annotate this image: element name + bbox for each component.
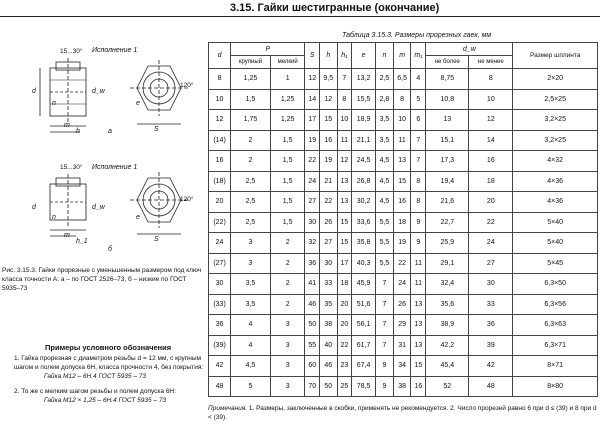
col-header-dw: d_w <box>426 43 513 56</box>
table-cell: 15 <box>393 171 411 192</box>
table-cell: 8 <box>411 192 426 213</box>
figure-a-dim-m: m <box>64 122 70 129</box>
table-cell: 24,5 <box>352 151 376 172</box>
table-cell: 9 <box>411 233 426 254</box>
table-cell: (39) <box>209 335 231 356</box>
table-cell: 7 <box>376 315 394 336</box>
table-cell: 22,7 <box>426 212 469 233</box>
table-cell: 1,25 <box>270 89 305 110</box>
table-cell: 6 <box>411 110 426 131</box>
table-cell: 2 <box>270 253 305 274</box>
table-cell: 24 <box>469 233 513 254</box>
table-cell: 2×20 <box>513 69 598 90</box>
table-cell: 4×36 <box>513 192 598 213</box>
figure-b-dim-m: m <box>64 232 70 239</box>
table-cell: 4×36 <box>513 171 598 192</box>
table-cell: 15 <box>337 233 351 254</box>
table-cell: 17,3 <box>426 151 469 172</box>
table-cell: 3,5 <box>231 294 271 315</box>
table-cell: 29 <box>393 315 411 336</box>
figure-a-execution: Исполнение 1 <box>92 47 138 54</box>
table-cell: 8 <box>393 89 411 110</box>
figure-a-dim-d: d <box>32 88 36 95</box>
table-cell: 40,3 <box>352 253 376 274</box>
table-row <box>209 274 598 295</box>
table-cell: 13 <box>337 171 351 192</box>
table-cell: 56,1 <box>352 315 376 336</box>
col-header-s: S <box>305 43 319 69</box>
table-cell: 70 <box>305 376 319 397</box>
table-cell: 12 <box>319 89 337 110</box>
table-cell: 2,5 <box>231 212 271 233</box>
table-cell: 18,9 <box>352 110 376 131</box>
table-cell: 3 <box>270 376 305 397</box>
table-cell: 26 <box>319 212 337 233</box>
table-cell: 21,1 <box>352 130 376 151</box>
table-cell: 9 <box>411 212 426 233</box>
table-cell: 3 <box>231 233 271 254</box>
table-cell: 78,5 <box>352 376 376 397</box>
table-cell: 22 <box>469 212 513 233</box>
table-cell: 11 <box>411 253 426 274</box>
figure-a-dim-s: S <box>154 126 159 133</box>
table-cell: 1,5 <box>270 171 305 192</box>
table-cell: 6,3×56 <box>513 294 598 315</box>
table-cell: 13 <box>411 294 426 315</box>
figure-a-dim-n: n <box>52 100 56 107</box>
table-cell: 7 <box>411 130 426 151</box>
table-cell: 4,5 <box>376 192 394 213</box>
table-cell: 15,5 <box>352 89 376 110</box>
table-cell: 23 <box>337 356 351 377</box>
col-header-m: m <box>393 43 411 69</box>
table-cell: 5,5 <box>376 233 394 254</box>
example-1-text: 1. Гайка прорезная с диаметром резьбы d = 12 мм, с крупным шагом и полем допуска 6Н, класса прочности 4, без покрытия: <box>14 355 204 371</box>
table-cell: 24 <box>393 274 411 295</box>
table-cell: 2,5 <box>376 69 394 90</box>
table-cell: 12 <box>469 110 513 131</box>
table-cell: 2,5 <box>231 192 271 213</box>
table-cell: (33) <box>209 294 231 315</box>
figure-a-drawing <box>20 40 210 140</box>
table-cell: 41 <box>305 274 319 295</box>
table-cell: (14) <box>209 130 231 151</box>
table-cell: 39 <box>469 335 513 356</box>
table-cell: 8 <box>411 171 426 192</box>
table-cell: 13 <box>411 335 426 356</box>
table-cell: 5,5 <box>376 212 394 233</box>
table-cell: 7 <box>376 274 394 295</box>
table-cell: 40 <box>319 335 337 356</box>
table-cell: 30,2 <box>352 192 376 213</box>
figure-a-label: а <box>108 128 112 135</box>
table-cell: 12 <box>305 69 319 90</box>
table-row <box>209 376 598 397</box>
table-cell: 9,5 <box>319 69 337 90</box>
table-cell: 42 <box>209 356 231 377</box>
example-2-code: Гайка М12 × 1,25 – 6Н.4 ГОСТ 5935 – 73 <box>44 397 167 404</box>
table-cell: 3 <box>270 315 305 336</box>
table-cell: 8×80 <box>513 376 598 397</box>
table-cell: 6,3×50 <box>513 274 598 295</box>
table-cell: 33 <box>469 294 513 315</box>
table-row <box>209 356 598 377</box>
table-cell: 24 <box>305 171 319 192</box>
table-cell: 4 <box>411 69 426 90</box>
table-cell: 20 <box>209 192 231 213</box>
table-cell: 6,3×71 <box>513 335 598 356</box>
figure-a-angle2: 120° <box>180 82 194 89</box>
table-cell: 32,4 <box>426 274 469 295</box>
table-cell: 36 <box>209 315 231 336</box>
table-cell: 22 <box>319 192 337 213</box>
table-cell: 1,5 <box>270 212 305 233</box>
table-cell: 14 <box>469 130 513 151</box>
table-cell: 19 <box>393 233 411 254</box>
table-cell: 11 <box>411 274 426 295</box>
table-cell: 20 <box>337 294 351 315</box>
table-cell: (22) <box>209 212 231 233</box>
table-cell: 13 <box>411 315 426 336</box>
table-cell: 15 <box>337 212 351 233</box>
table-row <box>209 151 598 172</box>
col-header-p: P <box>231 43 305 56</box>
table-cell: 18 <box>337 274 351 295</box>
table-cell: 38 <box>393 376 411 397</box>
table-cell: 33 <box>319 274 337 295</box>
table-cell: 4×32 <box>513 151 598 172</box>
table-cell: 3,2×25 <box>513 110 598 131</box>
figure-caption: Рис. 3.15.3. Гайки прорезные с уменьшенным размером под ключ класса точности А: а – по ГОСТ 2526–73, б – низкие по ГОСТ 5935–73 <box>2 267 202 292</box>
table-cell: 13 <box>426 110 469 131</box>
table-cell: 8,75 <box>426 69 469 90</box>
table-cell: 36 <box>305 253 319 274</box>
table-cell: 25,9 <box>426 233 469 254</box>
table-cell: 19 <box>319 151 337 172</box>
table-cell: 60 <box>305 356 319 377</box>
table-cell: 46 <box>319 356 337 377</box>
table-row <box>209 315 598 336</box>
table-cell: 5×40 <box>513 233 598 254</box>
table-cell: 2 <box>231 130 271 151</box>
figure-b-drawing <box>20 158 210 248</box>
table-body <box>209 69 598 397</box>
table-cell: 2 <box>231 151 271 172</box>
figure-b-dim-s: S <box>154 236 159 243</box>
col-header-p-coarse: крупный <box>231 56 271 69</box>
table-row <box>209 130 598 151</box>
table-cell: 27 <box>469 253 513 274</box>
table-cell: 10 <box>393 110 411 131</box>
col-header-p-fine: мелкий <box>270 56 305 69</box>
figure-b-execution: Исполнение 1 <box>92 164 138 171</box>
figure-b-dim-dw: d_w <box>92 204 105 211</box>
table-row <box>209 69 598 90</box>
table-cell: 3 <box>270 356 305 377</box>
table-cell: 38 <box>319 315 337 336</box>
table-cell: 27 <box>319 233 337 254</box>
col-header-dw-max: не более <box>426 56 469 69</box>
table-cell: 26 <box>393 294 411 315</box>
col-header-d: d <box>209 43 231 69</box>
figure-a-dim-e: e <box>136 100 140 107</box>
table-cell: 19,4 <box>426 171 469 192</box>
table-cell: 2 <box>270 274 305 295</box>
table-cell: 15 <box>411 356 426 377</box>
table-cell: 4 <box>231 335 271 356</box>
section-title: 3.15. Гайки шестигранные (окончание) <box>230 2 440 14</box>
examples-title: Примеры условного обозначения <box>45 343 172 352</box>
table-cell: 20 <box>469 192 513 213</box>
examples-block <box>14 354 214 405</box>
table-cell: 7 <box>376 335 394 356</box>
table-cell: 9 <box>376 376 394 397</box>
table-cell: 5,5 <box>376 253 394 274</box>
table-cell: 7 <box>337 69 351 90</box>
table-cell: 48 <box>469 376 513 397</box>
table-cell: 10 <box>469 89 513 110</box>
table-cell: 4 <box>231 315 271 336</box>
table-cell: 13,2 <box>352 69 376 90</box>
table-cell: 13 <box>337 192 351 213</box>
col-header-e: e <box>352 43 376 69</box>
col-header-h1: h₁ <box>337 43 351 69</box>
table-cell: 35,6 <box>426 294 469 315</box>
table-cell: 1,5 <box>270 151 305 172</box>
figure-a-dim-dw: d_w <box>92 88 105 95</box>
table-cell: 18 <box>469 171 513 192</box>
table-cell: 16 <box>411 376 426 397</box>
table-cell: 14 <box>305 89 319 110</box>
table-cell: 22 <box>393 253 411 274</box>
table-cell: 3,5 <box>376 110 394 131</box>
table-cell: 50 <box>305 315 319 336</box>
figure-a-angle: 15...30° <box>60 48 83 55</box>
table-cell: 50 <box>319 376 337 397</box>
table-cell: 12 <box>209 110 231 131</box>
table-cell: 3 <box>270 335 305 356</box>
table-cell: 22 <box>337 335 351 356</box>
table-cell: 21,6 <box>426 192 469 213</box>
table-cell: 24 <box>209 233 231 254</box>
table-cell: 3 <box>231 253 271 274</box>
table-cell: 1,5 <box>270 192 305 213</box>
table-cell: 16 <box>319 130 337 151</box>
table-cell: 4,5 <box>376 151 394 172</box>
table-cell: (27) <box>209 253 231 274</box>
table-row <box>209 335 598 356</box>
table-row <box>209 294 598 315</box>
figure-b-dim-h1: h_1 <box>76 238 88 245</box>
table-cell: 20 <box>337 315 351 336</box>
table-cell: 36 <box>469 315 513 336</box>
table-cell: 6,5 <box>393 69 411 90</box>
table-cell: 55 <box>305 335 319 356</box>
table-cell: 4,5 <box>376 171 394 192</box>
table-cell: 15,1 <box>426 130 469 151</box>
table-row <box>209 192 598 213</box>
example-1-code: Гайка М12 – 6Н.4 ГОСТ 5935 – 73 <box>44 373 146 380</box>
table-cell: 5 <box>411 89 426 110</box>
table-cell: 38,9 <box>426 315 469 336</box>
figure-b-dim-d: d <box>32 204 36 211</box>
note-text: 1. Размеры, заключенные в скобки, применять не рекомендуется. 2. Число прорезей равно 6 при d ≤ (39) и 8 при d < (39). <box>208 405 597 421</box>
table-row <box>209 253 598 274</box>
table-cell: 42,2 <box>426 335 469 356</box>
table-cell: 17 <box>337 253 351 274</box>
table-title: Таблица 3.15.3. Размеры прорезных гаек, мм <box>342 32 492 39</box>
figure-a-dim-h: h <box>76 128 80 135</box>
table-cell: 30 <box>319 253 337 274</box>
table-cell: 6,3×63 <box>513 315 598 336</box>
table-cell: 15 <box>319 110 337 131</box>
table-row <box>209 110 598 131</box>
table-cell: 30 <box>469 274 513 295</box>
table-cell: 42 <box>469 356 513 377</box>
note-lead: Примечания. <box>208 405 248 412</box>
table-cell: 3,2×25 <box>513 130 598 151</box>
table-cell: 1,5 <box>270 130 305 151</box>
table-cell: 48 <box>209 376 231 397</box>
table-cell: 8 <box>469 69 513 90</box>
table-row <box>209 212 598 233</box>
table-row <box>209 171 598 192</box>
table-cell: 31 <box>393 335 411 356</box>
table-note <box>208 404 598 422</box>
dimensions-table <box>208 42 598 397</box>
table-cell: 7 <box>376 294 394 315</box>
col-header-dw-min: не менее <box>469 56 513 69</box>
table-cell: 5×40 <box>513 212 598 233</box>
table-cell: 1,5 <box>231 89 271 110</box>
table-cell: 2 <box>270 294 305 315</box>
table-cell: 12 <box>337 151 351 172</box>
table-cell: 8 <box>337 89 351 110</box>
table-cell: 33,6 <box>352 212 376 233</box>
table-cell: 51,6 <box>352 294 376 315</box>
table-cell: 52 <box>426 376 469 397</box>
table-cell: (18) <box>209 171 231 192</box>
table-cell: 32 <box>305 233 319 254</box>
table-cell: 11 <box>393 130 411 151</box>
table-cell: 30 <box>305 212 319 233</box>
table-cell: 8 <box>209 69 231 90</box>
table-cell: 35,8 <box>352 233 376 254</box>
table-cell: 5 <box>231 376 271 397</box>
table-cell: 16 <box>469 151 513 172</box>
table-cell: 2,5×25 <box>513 89 598 110</box>
table-cell: 46 <box>305 294 319 315</box>
table-cell: 5×45 <box>513 253 598 274</box>
example-2-text: 2. То же с мелким шагом резьбы и полем допуска 6Н: <box>14 388 176 395</box>
table-cell: 2,8 <box>376 89 394 110</box>
table-cell: 11 <box>337 130 351 151</box>
table-cell: 10 <box>209 89 231 110</box>
table-cell: 1 <box>270 69 305 90</box>
table-cell: 1,25 <box>231 69 271 90</box>
table-cell: 13 <box>393 151 411 172</box>
table-cell: 21 <box>319 171 337 192</box>
table-cell: 2,5 <box>231 171 271 192</box>
table-cell: 16 <box>209 151 231 172</box>
table-cell: 35 <box>319 294 337 315</box>
table-cell: 3,5 <box>376 130 394 151</box>
figure-b-angle2: 120° <box>180 196 194 203</box>
table-cell: 3,5 <box>231 274 271 295</box>
table-cell: 45,9 <box>352 274 376 295</box>
table-cell: 26,8 <box>352 171 376 192</box>
table-cell: 7 <box>411 151 426 172</box>
table-cell: 19 <box>305 130 319 151</box>
table-cell: 8×71 <box>513 356 598 377</box>
table-cell: 67,4 <box>352 356 376 377</box>
figure-b-dim-n: n <box>52 214 56 221</box>
table-cell: 16 <box>393 192 411 213</box>
col-header-m1: m₁ <box>411 43 426 69</box>
table-cell: 18 <box>393 212 411 233</box>
col-header-pin: Размер шплинта <box>513 43 598 69</box>
figure-b-dim-e: e <box>136 214 140 221</box>
table-cell: 4,5 <box>231 356 271 377</box>
table-cell: 25 <box>337 376 351 397</box>
table-cell: 10,8 <box>426 89 469 110</box>
table-cell: 30 <box>209 274 231 295</box>
table-cell: 45,4 <box>426 356 469 377</box>
table-cell: 22 <box>305 151 319 172</box>
table-cell: 34 <box>393 356 411 377</box>
table-cell: 1,75 <box>231 110 271 131</box>
col-header-h: h <box>319 43 337 69</box>
table-cell: 29,1 <box>426 253 469 274</box>
table-row <box>209 89 598 110</box>
figure-b-angle: 15...30° <box>60 164 83 171</box>
table-cell: 10 <box>337 110 351 131</box>
table-cell: 1,25 <box>270 110 305 131</box>
table-cell: 9 <box>376 356 394 377</box>
col-header-n: n <box>376 43 394 69</box>
table-cell: 27 <box>305 192 319 213</box>
table-cell: 17 <box>305 110 319 131</box>
header-rule <box>0 16 600 17</box>
figure-b-label: б <box>108 246 112 253</box>
table-cell: 61,7 <box>352 335 376 356</box>
table-row <box>209 233 598 254</box>
table-cell: 2 <box>270 233 305 254</box>
